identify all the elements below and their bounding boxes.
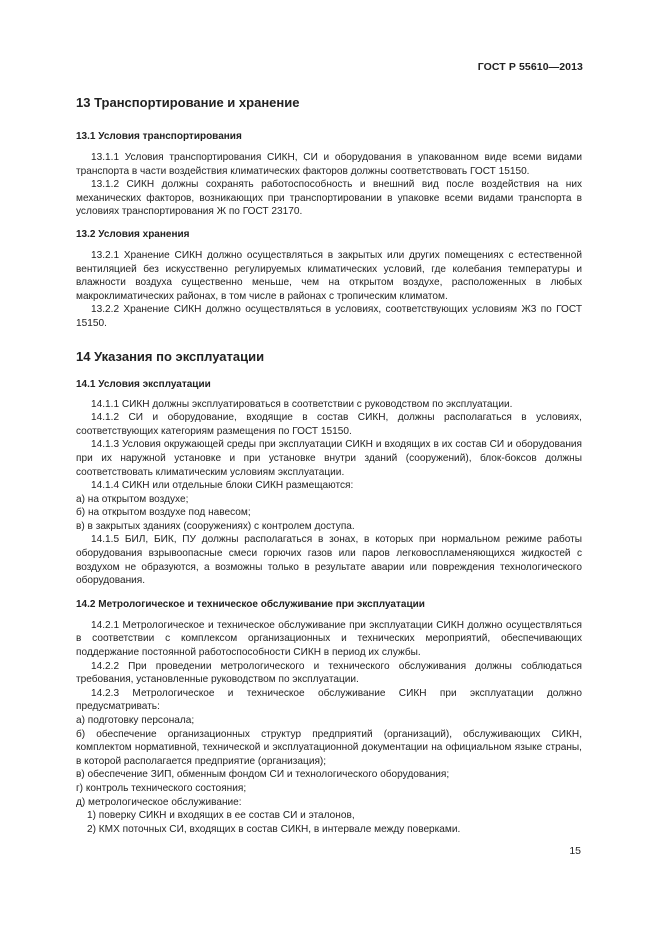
paragraph-13-1-2: 13.1.2 СИКН должны сохранять работоспособность и внешний вид после воздействия на них механических факторов, возникающих при транспортировании в упаковке всеми видами транспорта в условиях транспортирования Ж по ГОСТ 23170. bbox=[76, 179, 582, 218]
subsection-13-1-heading: 13.1 Условия транспортирования bbox=[76, 131, 242, 142]
document-id-header: ГОСТ Р 55610—2013 bbox=[477, 61, 583, 73]
page-number: 15 bbox=[569, 845, 581, 857]
subsection-13-2-heading: 13.2 Условия хранения bbox=[76, 228, 190, 240]
list-item-14-2-3-b: б) обеспечение организационных структур предприятий (организаций), обслуживающих СИКН, комплектом нормативной, технической и эксплуатационной документации на официальном языке страны, в которой располагается предприятие (организация); bbox=[76, 728, 582, 767]
list-item-14-1-4-c: в) в закрытых зданиях (сооружениях) с контролем доступа. bbox=[76, 520, 355, 532]
paragraph-14-1-3: 14.1.3 Условия окружающей среды при эксплуатации СИКН и входящих в их состав СИ и оборудования при их наружной установке и при установке внутри зданий (сооружений), блок-боксов должны соответствовать климатическим условиям эксплуатации. bbox=[76, 439, 582, 478]
list-item-14-2-3-e: д) метрологическое обслуживание: bbox=[76, 796, 242, 808]
subsection-14-2-heading: 14.2 Метрологическое и техническое обслуживание при эксплуатации bbox=[76, 598, 425, 610]
paragraph-14-2-3: 14.2.3 Метрологическое и техническое обслуживание СИКН при эксплуатации должно предусматривать: bbox=[76, 687, 582, 713]
list-item-14-1-4-b: б) на открытом воздухе под навесом; bbox=[76, 507, 251, 519]
list-subitem-14-2-3-e-1: 1) поверку СИКН и входящих в ее состав СИ и эталонов, bbox=[87, 810, 355, 822]
paragraph-14-1-1: 14.1.1 СИКН должны эксплуатироваться в соответствии с руководством по эксплуатации. bbox=[91, 398, 513, 410]
paragraph-14-1-5: 14.1.5 БИЛ, БИК, ПУ должны располагаться в зонах, в которых при нормальном режиме работы оборудования взрывоопасные смеси горючих газов или паров легковоспламеняющихся жидкостей с воздухом не образуются, а возможны только в результате аварии или повреждения технологического оборудования. bbox=[76, 534, 582, 587]
list-item-14-2-3-d: г) контроль технического состояния; bbox=[76, 782, 247, 794]
section-13-heading: 13 Транспортирование и хранение bbox=[76, 95, 300, 110]
list-item-14-1-4-a: а) на открытом воздухе; bbox=[76, 493, 189, 505]
paragraph-14-1-4: 14.1.4 СИКН или отдельные блоки СИКН размещаются: bbox=[91, 480, 354, 492]
list-item-14-2-3-a: а) подготовку персонала; bbox=[76, 715, 195, 726]
paragraph-14-2-2: 14.2.2 При проведении метрологического и технического обслуживания должны соблюдаться требования, установленные руководством по эксплуатации. bbox=[76, 660, 582, 686]
paragraph-13-2-1: 13.2.1 Хранение СИКН должно осуществляться в закрытых или других помещениях с естественной вентиляцией без искусственно регулируемых климатических условий, где колебания температуры и влажности воздуха существенно меньше, чем на открытом воздухе, расположенных в любых макроклиматических районах, в том числе в районах с тропическим климатом. bbox=[76, 249, 582, 302]
page-content bbox=[76, 95, 582, 836]
paragraph-14-1-2: 14.1.2 СИ и оборудование, входящие в состав СИКН, должны располагаться в условиях, соответствующих категориям размещения по ГОСТ 15150. bbox=[76, 412, 582, 437]
paragraph-13-2-2: 13.2.2 Хранение СИКН должно осуществляться в условиях, соответствующих условиям Ж3 по ГОСТ 15150. bbox=[76, 304, 582, 329]
paragraph-13-1-1: 13.1.1 Условия транспортирования СИКН, СИ и оборудования в упакованном виде всеми видами транспорта в части воздействия климатических факторов должны соответствовать ГОСТ 15150. bbox=[76, 152, 582, 177]
subsection-14-1-heading: 14.1 Условия эксплуатации bbox=[76, 378, 211, 390]
section-14-heading: 14 Указания по эксплуатации bbox=[76, 348, 265, 364]
paragraph-14-2-1: 14.2.1 Метрологическое и техническое обслуживание при эксплуатации СИКН должно осуществляться в соответствии с комплексом организационных и технических мероприятий, обеспечивающих поддержание постоянной работоспособности СИКН в период их службы. bbox=[76, 619, 582, 659]
list-item-14-2-3-c: в) обеспечение ЗИП, обменным фондом СИ и технологического оборудования; bbox=[76, 769, 450, 781]
list-subitem-14-2-3-e-2: 2) КМХ поточных СИ, входящих в состав СИКН, в интервале между поверками. bbox=[87, 823, 461, 835]
